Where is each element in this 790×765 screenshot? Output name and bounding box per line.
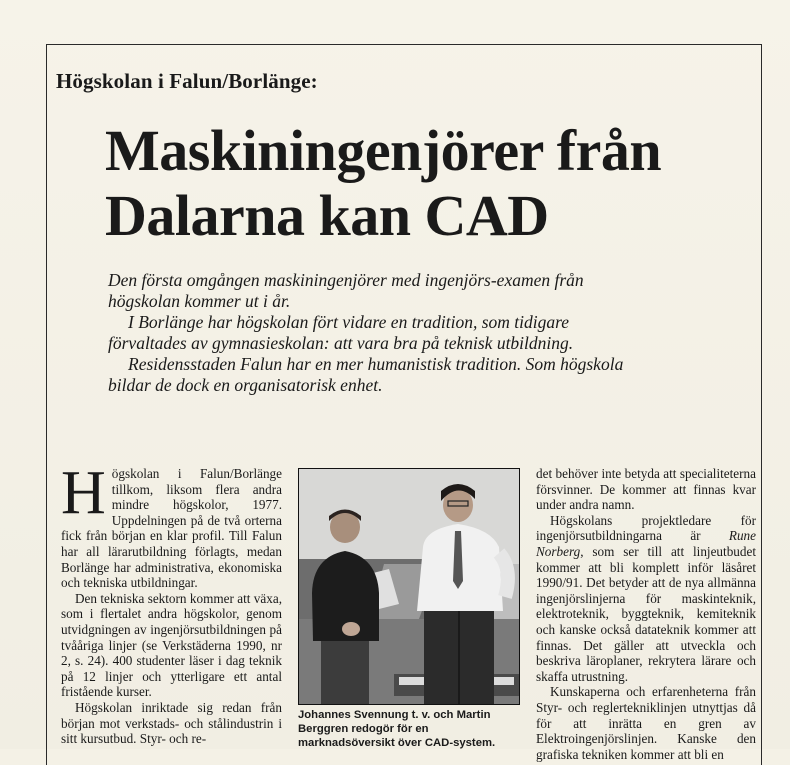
- body-paragraph: Högskolan inriktade sig redan från början mot verkstads- och stålindustrin i sitt kursutbud. Styr- och re-: [61, 699, 282, 747]
- article-photo: [298, 468, 520, 705]
- body-text: ögskolan i Falun/Borlänge tillkom, liksom flera andra mindre högskolor, 1977. Uppdelningen på de två orterna fick från början en klar profil. Till Falun har all lärarutbildning förlagts, medan Borlänge har administrativa, ekonomiska och tekniska utbildningar.: [61, 466, 282, 591]
- body-text: , som ser till att linjeutbudet kommer att bli komplett inför läsåret 1990/91. Det betyder att de nya allmänna ingenjörslinjerna för maskinteknik, elektroteknik, byggteknik, kemiteknik och kanske också datateknik kommer att finnas. Det gäller att utveckla och beskriva läroplaner, rekrytera lärare och skaffa utrustning.: [536, 543, 756, 684]
- lead-paragraph-1: Den första omgången maskiningenjörer med ingenjörs-examen från högskolan kommer ut i år.: [108, 270, 584, 311]
- photo-caption: Johannes Svennung t. v. och Martin Berggren redogör för en marknadsöversikt över CAD-system.: [298, 709, 496, 749]
- body-paragraph: [61, 459, 282, 591]
- headline-line-1: Maskiningenjörer från: [105, 118, 662, 183]
- body-column-3: [536, 466, 756, 762]
- lead-paragraph-2: I Borlänge har högskolan fört vidare en tradition, som tidigare förvaltades av gymnasieskolan: att vara bra på teknisk utbildning.: [108, 312, 574, 353]
- drop-cap: H: [61, 459, 106, 527]
- body-paragraph: Den tekniska sektorn kommer att växa, som i flertalet andra högskolor, genom utvidgningen av ingenjörsutbildningen på tvååriga linjer (se Verkstäderna 1990, nr 2, s. 24). 400 studenter läser i dag teknik på 12 linjer och ytterligare ett antal fristående kurser.: [61, 590, 282, 700]
- body-text: Högskolans projektledare för ingenjörsutbildningarna är: [536, 512, 756, 544]
- body-paragraph: [536, 513, 756, 685]
- headline-line-2: Dalarna kan CAD: [105, 183, 549, 248]
- person-name: Rune Norberg: [536, 528, 756, 559]
- photo-illustration: [299, 469, 519, 704]
- body-column-1: [61, 459, 282, 747]
- article-headline: [105, 118, 745, 248]
- body-paragraph: det behöver inte betyda att specialiteterna försvinner. De kommer att finnas kvar under andra namn.: [536, 466, 756, 513]
- article-kicker: Högskolan i Falun/Borlänge:: [56, 69, 318, 93]
- lead-paragraph-3: Residensstaden Falun har en mer humanistisk tradition. Som högskola bildar de dock en organisatorisk enhet.: [108, 354, 624, 395]
- body-paragraph: Kunskaperna och erfarenheterna från Styr- och reglertekniklinjen utnyttjas då för att inrätta en gren av Elektroingenjörslinjen. Kanske den grafiska tekniken kommer att bli en: [536, 684, 756, 762]
- article-lead: [108, 270, 628, 396]
